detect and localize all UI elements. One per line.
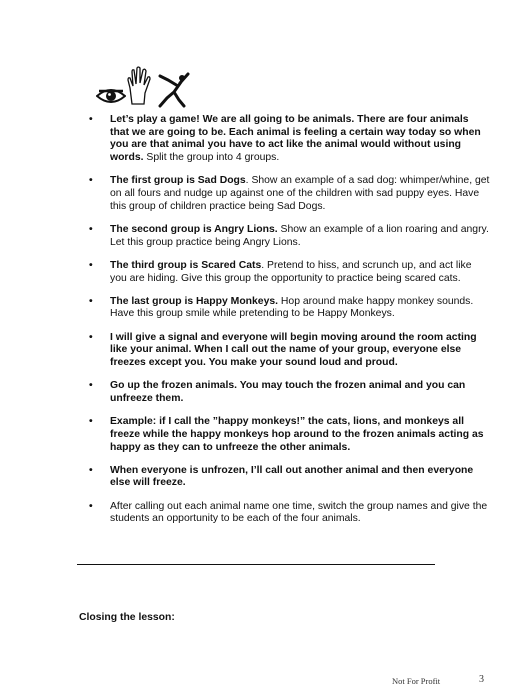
list-item <box>80 380 490 405</box>
instruction-bold-text: The last group is Happy Monkeys. <box>110 295 279 307</box>
instruction-bold-text: Example: if I call the ”happy monkeys!” the cats, lions, and monkeys all freeze while the happy monkeys hop around to the frozen animals acting as happy as they can to unfreeze the other animals. <box>110 416 484 453</box>
stretching-figure-icon <box>154 68 194 108</box>
bullet-marker: • <box>89 223 93 235</box>
bullet-marker: • <box>89 331 93 343</box>
bullet-marker: • <box>89 259 93 271</box>
activity-icons <box>96 66 196 110</box>
list-item <box>80 501 490 526</box>
instruction-text: Split the group into 4 groups. <box>143 152 280 164</box>
bullet-marker: • <box>89 380 93 392</box>
list-item <box>80 114 490 165</box>
bullet-marker: • <box>89 416 93 428</box>
eye-icon <box>96 86 126 106</box>
instruction-text: Hop around make happy monkey sounds. Have this group smile while pretending to be Happy Monkeys. <box>110 295 474 320</box>
bullet-marker: • <box>89 500 93 512</box>
instruction-bold-text: I will give a signal and everyone will begin moving around the room acting like your animal. When I call out the name of your group, everyone else freezes except you. You make your sound loud and proud. <box>110 331 477 369</box>
list-item <box>80 296 490 321</box>
instruction-bold-text: The second group is Angry Lions. <box>110 223 278 235</box>
hand-icon <box>126 66 152 106</box>
list-item <box>80 175 490 213</box>
activity-instructions-list <box>80 114 490 537</box>
horizontal-rule <box>77 564 435 565</box>
instruction-text: . Show an example of a sad dog: whimper/whine, get on all fours and nudge up against one of the children with sad puppy eyes. Have this group of children practice being Sad Dogs. <box>110 175 490 212</box>
instruction-bold-text: Go up the frozen animals. You may touch the frozen animal and you can unfreeze them. <box>110 380 466 404</box>
list-item <box>80 416 490 454</box>
instruction-text: After calling out each animal name one time, switch the group names and give the students an opportunity to be each of the four animals. <box>110 500 488 525</box>
bullet-marker: • <box>89 464 93 476</box>
list-item <box>80 465 490 490</box>
instruction-bold-text: Let’s play a game! We are all going to be animals. There are four animals that we are going to be. Each animal is feeling a certain way today so when you are that animal you have to act like the animal would without using words. <box>110 114 481 164</box>
bullet-marker: • <box>89 114 93 125</box>
instruction-bold-text: When everyone is unfrozen, I’ll call out another animal and then everyone else will freeze. <box>110 464 474 489</box>
instruction-text: Show an example of a lion roaring and angry. Let this group practice being Angry Lions. <box>110 223 489 248</box>
list-item <box>80 224 490 249</box>
list-item <box>80 260 490 285</box>
page-number: 3 <box>479 674 484 685</box>
instruction-text: . Pretend to hiss, and scrunch up, and act like you are hiding. Give this group the opportunity to practice being scared cats. <box>110 259 472 284</box>
list-item <box>80 332 490 370</box>
instruction-bold-text: The first group is Sad Dogs <box>110 175 246 187</box>
closing-heading: Closing the lesson: <box>79 612 175 623</box>
bullet-marker: • <box>89 295 93 307</box>
bullet-marker: • <box>89 175 93 187</box>
footer-text: Not For Profit <box>392 676 441 686</box>
instruction-bold-text: The third group is Scared Cats <box>110 259 262 271</box>
